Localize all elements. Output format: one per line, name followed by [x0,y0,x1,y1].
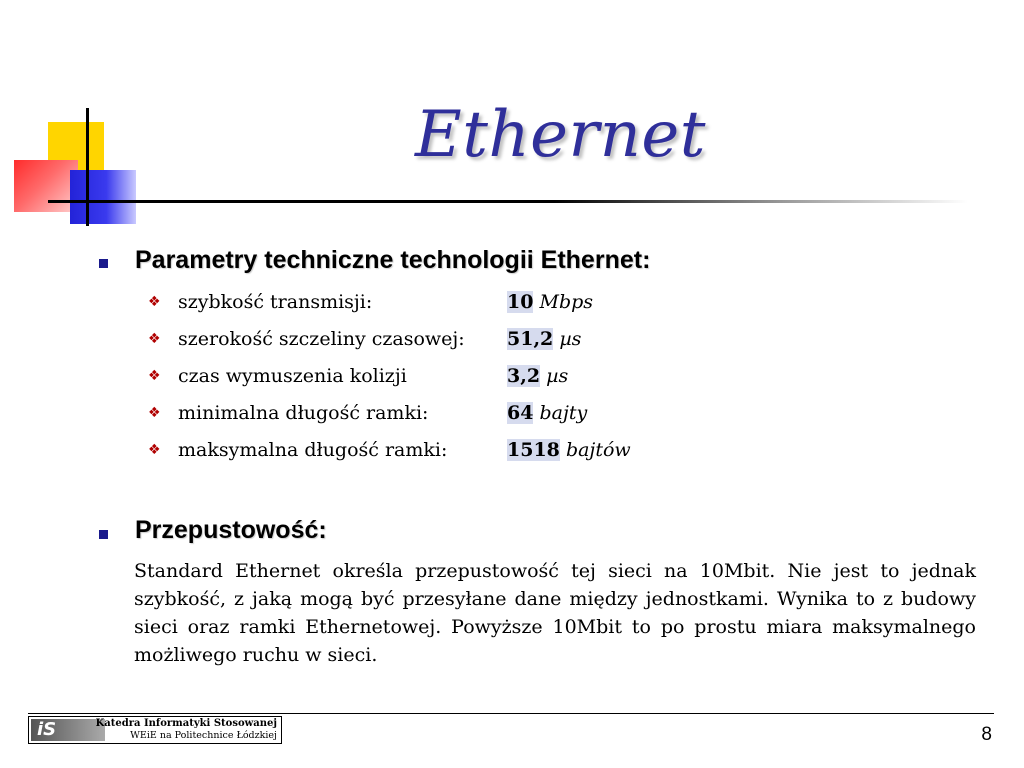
param-value [507,365,568,387]
decorative-squares [0,0,150,230]
logo-mark-text: iS [37,719,57,740]
diamond-bullet-icon: ❖ [148,368,161,384]
institution-subtitle: WEiE na Politechnice Łódzkiej [130,730,277,741]
slide-title: Ethernet [415,98,706,172]
param-label: czas wymuszenia kolizji [178,365,407,387]
diamond-bullet-icon: ❖ [148,294,161,310]
param-label: maksymalna długość ramki: [178,439,448,461]
param-value [507,328,581,350]
vertical-rule [86,108,89,226]
param-value [507,291,593,313]
throughput-paragraph: Standard Ethernet określa przepustowość tej sieci na 10Mbit. Nie jest to jednak szybkość, z jaką mogą być przesyłane dane między jednostkami. Wynika to z budowy sieci oraz ramki Ethernetowej. Powyższe 10Mbit to po prostu miara maksymalnego możliwego ruchu w sieci. [134,560,976,666]
title-rule [48,200,968,203]
param-unit: µs [546,365,569,387]
param-label: minimalna długość ramki: [178,402,429,424]
section-heading-throughput: Przepustowość: [135,516,327,544]
param-label: szybkość transmisji: [178,291,373,313]
blue-square [70,170,136,224]
param-unit: bajty [539,402,588,424]
param-number: 51,2 [507,328,554,350]
red-square [14,160,78,212]
param-unit: µs [559,328,582,350]
param-value [507,439,631,461]
param-number: 10 [507,291,534,313]
section-bullet-icon [99,259,108,268]
param-number: 64 [507,402,534,424]
param-value [507,402,587,424]
footer-rule [28,713,994,714]
param-number: 1518 [507,439,560,461]
diamond-bullet-icon: ❖ [148,405,161,421]
logo-mark-icon [31,719,105,741]
institution-name: Katedra Informatyki Stosowanej [95,718,277,729]
diamond-bullet-icon: ❖ [148,331,161,347]
param-label: szerokość szczeliny czasowej: [178,328,465,350]
param-unit: bajtów [565,439,631,461]
param-unit: Mbps [539,291,594,313]
page-number: 8 [981,724,992,745]
section-bullet-icon [99,530,108,539]
section-heading-parameters: Parametry techniczne technologii Ethernet: [135,246,651,274]
param-number: 3,2 [507,365,541,387]
diamond-bullet-icon: ❖ [148,442,161,458]
institution-logo [28,716,282,744]
